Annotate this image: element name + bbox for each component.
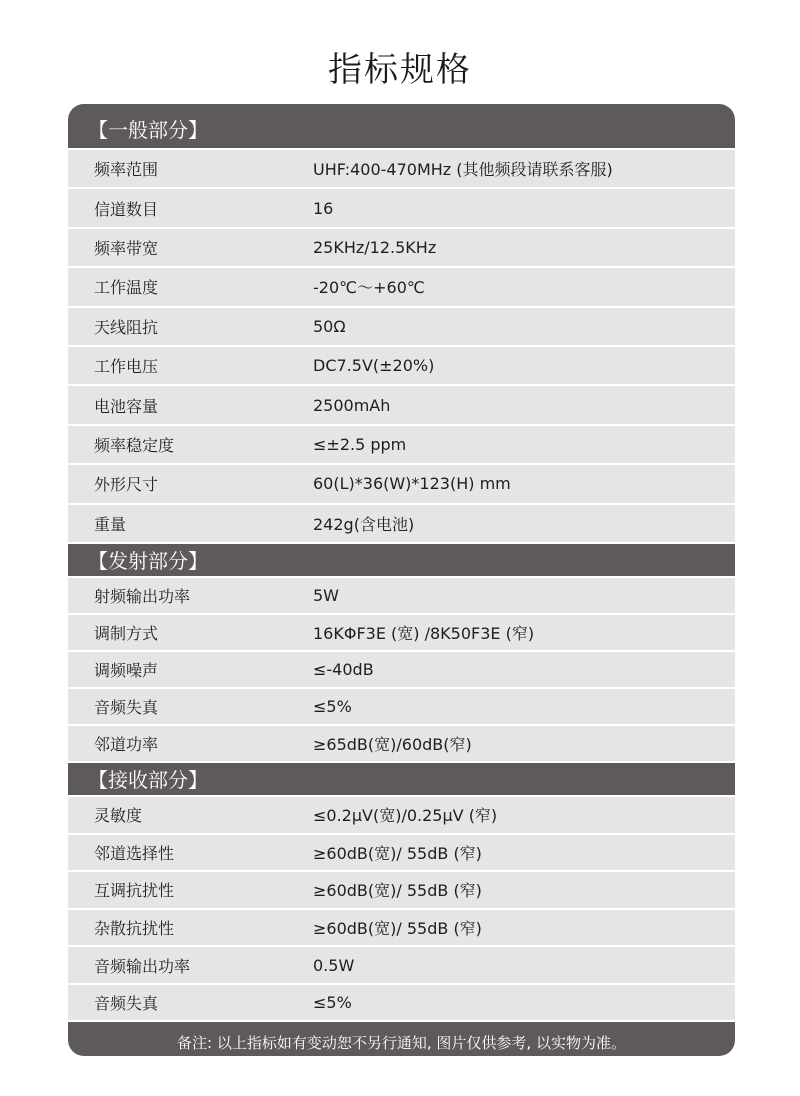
- row-label: 电池容量: [94, 396, 159, 416]
- row-value: 16KΦF3E (宽) /8K50F3E (窄): [313, 623, 535, 643]
- row-value: 16: [313, 198, 334, 218]
- table-row: [68, 578, 735, 615]
- table-row: [68, 347, 735, 386]
- section-header-general: 【一般部分】: [68, 104, 735, 150]
- row-label: 天线阻抗: [94, 317, 159, 337]
- table-row: [68, 872, 735, 910]
- row-value: 5W: [313, 585, 339, 605]
- row-value: 60(L)*36(W)*123(H) mm: [313, 474, 511, 494]
- section-general: [68, 104, 735, 544]
- footer-note: 备注: 以上指标如有变动恕不另行通知, 图片仅供参考, 以实物为准。: [68, 1022, 735, 1056]
- section-header-receive: 【接收部分】: [68, 763, 735, 797]
- section-receive: [68, 763, 735, 1023]
- row-label: 音频失真: [94, 697, 159, 717]
- row-value: -20℃～+60℃: [313, 278, 425, 298]
- row-label: 互调抗扰性: [94, 881, 175, 901]
- row-label: 邻道选择性: [94, 843, 175, 863]
- row-label: 外形尺寸: [94, 475, 159, 495]
- table-row: [68, 465, 735, 504]
- row-label: 邻道功率: [94, 734, 159, 754]
- row-label: 射频输出功率: [94, 586, 191, 606]
- row-label: 工作电压: [94, 357, 159, 377]
- row-value: ≥60dB(宽)/ 55dB (窄): [313, 843, 482, 863]
- table-row: [68, 308, 735, 347]
- row-value: DC7.5V(±20%): [313, 356, 435, 376]
- row-value: ≤5%: [313, 696, 352, 716]
- row-value: ≥65dB(宽)/60dB(窄): [313, 734, 472, 754]
- table-row: [68, 615, 735, 652]
- row-label: 重量: [94, 514, 127, 534]
- row-label: 调频噪声: [94, 660, 159, 680]
- table-row: [68, 386, 735, 425]
- row-value: ≤-40dB: [313, 659, 374, 679]
- table-row: [68, 835, 735, 873]
- table-row: [68, 505, 735, 544]
- row-label: 信道数目: [94, 199, 159, 219]
- row-value: 0.5W: [313, 955, 355, 975]
- row-label: 频率带宽: [94, 238, 159, 258]
- row-value: ≤±2.5 ppm: [313, 434, 407, 454]
- table-row: [68, 189, 735, 228]
- table-row: [68, 947, 735, 985]
- row-label: 频率稳定度: [94, 435, 175, 455]
- row-value: ≥60dB(宽)/ 55dB (窄): [313, 918, 482, 938]
- row-value: UHF:400-470MHz (其他频段请联系客服): [313, 160, 613, 180]
- row-value: 242g(含电池): [313, 514, 415, 534]
- table-row: [68, 229, 735, 268]
- table-row: [68, 726, 735, 763]
- row-value: ≥60dB(宽)/ 55dB (窄): [313, 881, 482, 901]
- row-label: 音频失真: [94, 994, 159, 1014]
- section-header-transmit: 【发射部分】: [68, 544, 735, 578]
- row-label: 频率范围: [94, 160, 159, 180]
- table-row: [68, 797, 735, 835]
- table-row: [68, 689, 735, 726]
- section-transmit: [68, 544, 735, 763]
- row-value: 25KHz/12.5KHz: [313, 237, 437, 257]
- row-value: ≤5%: [313, 993, 352, 1013]
- table-row: [68, 426, 735, 465]
- row-value: 50Ω: [313, 316, 346, 336]
- row-label: 杂散抗扰性: [94, 918, 175, 938]
- row-value: ≤0.2μV(宽)/0.25μV (窄): [313, 806, 498, 826]
- row-label: 音频输出功率: [94, 956, 191, 976]
- row-value: 2500mAh: [313, 395, 391, 415]
- table-row: [68, 985, 735, 1023]
- table-row: [68, 268, 735, 307]
- row-label: 工作温度: [94, 278, 159, 298]
- row-label: 调制方式: [94, 623, 159, 643]
- row-label: 灵敏度: [94, 806, 143, 826]
- page-title: 指标规格: [328, 50, 472, 90]
- table-row: [68, 150, 735, 189]
- spec-table: [68, 104, 735, 1056]
- table-row: [68, 652, 735, 689]
- table-row: [68, 910, 735, 948]
